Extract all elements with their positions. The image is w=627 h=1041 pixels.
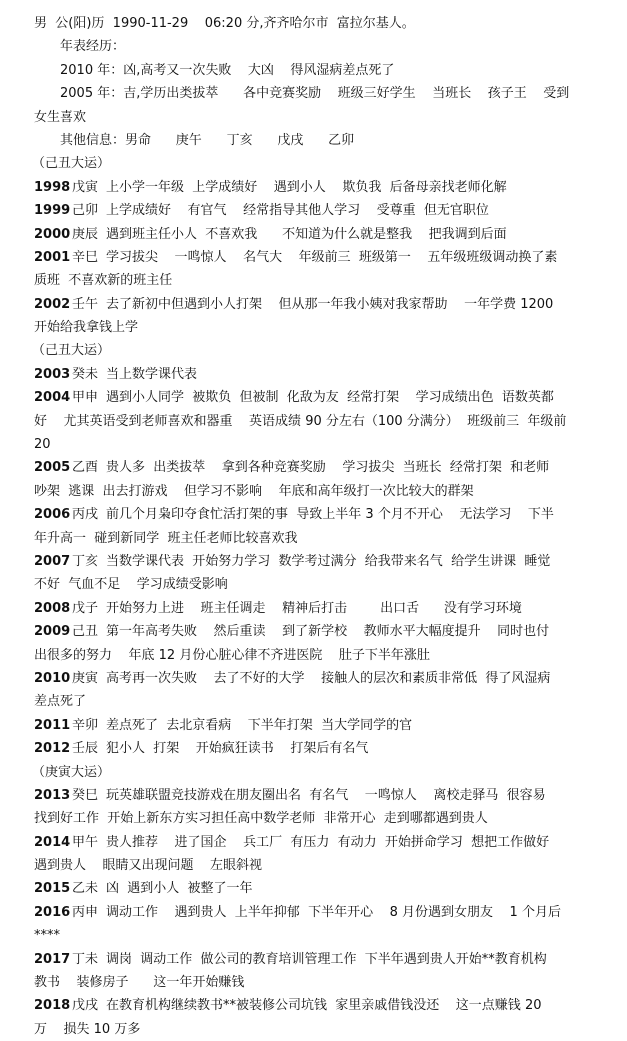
entry-2016-continued: **** bbox=[34, 928, 60, 944]
entry-ganzhi: 庚寅 bbox=[72, 670, 99, 686]
entry-2000 bbox=[34, 223, 619, 246]
entry-text: 贵人多 出类拔萃 拿到各种竞赛奖励 学习拔尖 当班长 经常打架 和老师 bbox=[106, 460, 550, 476]
entry-year: 2001 bbox=[34, 249, 71, 265]
entry-2013 bbox=[34, 784, 619, 807]
entry-text: 犯小人 打架 开始疯狂读书 打架后有名气 bbox=[106, 741, 369, 757]
entry-year: 2002 bbox=[34, 296, 71, 312]
entry-year: 2010 bbox=[34, 670, 71, 686]
entry-ganzhi: 癸未 bbox=[72, 366, 99, 382]
entry-2005-continued: 吵架 逃课 出去打游戏 但学习不影响 年底和高年级打一次比较大的群架 bbox=[34, 483, 474, 499]
entry-year: 2003 bbox=[34, 366, 71, 382]
entry-ganzhi: 庚辰 bbox=[72, 226, 99, 242]
entry-2001 bbox=[34, 246, 619, 269]
entry-year: 2013 bbox=[34, 787, 71, 803]
entry-ganzhi: 壬辰 bbox=[72, 741, 99, 757]
entry-text: 当数学课代表 开始努力学习 数学考过满分 给我带来名气 给学生讲课 睡觉 bbox=[106, 553, 551, 569]
entry-year: 2015 bbox=[34, 881, 71, 897]
entry-ganzhi: 壬午 bbox=[72, 296, 99, 312]
other-info: 其他信息：男命 庚午 丁亥 戊戌 乙卯 bbox=[60, 132, 355, 148]
entry-ganzhi: 丙申 bbox=[72, 904, 99, 920]
entry-2007 bbox=[34, 550, 619, 573]
entry-ganzhi: 戊戌 bbox=[72, 998, 99, 1014]
entry-1998 bbox=[34, 176, 619, 199]
entry-text: 当上数学课代表 bbox=[106, 366, 198, 382]
entry-year: 2004 bbox=[34, 390, 71, 406]
entry-2016 bbox=[34, 901, 619, 924]
entry-ganzhi: 甲申 bbox=[72, 390, 99, 406]
entry-2014-continued: 遇到贵人 眼睛又出现问题 左眼斜视 bbox=[34, 858, 263, 874]
entry-ganzhi: 戊子 bbox=[72, 600, 99, 616]
entry-text: 遇到小人同学 被欺负 但被制 化敌为友 经常打架 学习成绩出色 语数英都 bbox=[106, 390, 554, 406]
entry-ganzhi: 丁亥 bbox=[72, 553, 99, 569]
entry-text: 调岗 调动工作 做公司的教育培训管理工作 下半年遇到贵人开始**教育机构 bbox=[106, 951, 547, 967]
entry-2002-continued: 开始给我拿钱上学 bbox=[34, 320, 139, 336]
birth-info-line: 男 公(阳)历 1990-11-29 06:20 分,齐齐哈尔市 富拉尔基人。 bbox=[34, 16, 415, 31]
entry-2004-continued: 好 尤其英语受到老师喜欢和器重 英语成绩 90 分左右（100 分满分） 班级前三 年级前 bbox=[34, 413, 567, 429]
entry-text: 上学成绩好 有官气 经常指导其他人学习 受尊重 但无官职位 bbox=[106, 203, 489, 219]
entry-text: 凶 遇到小人 被整了一年 bbox=[106, 881, 253, 897]
entry-2008 bbox=[34, 597, 619, 620]
entry-2011 bbox=[34, 714, 619, 737]
entry-text: 贵人推荐 进了国企 兵工厂 有压力 有动力 开始拼命学习 想把工作做好 bbox=[106, 834, 550, 850]
entry-text: 在教育机构继续教书**被装修公司坑钱 家里亲戚借钱没还 这一点赚钱 20 bbox=[106, 998, 542, 1014]
entry-year: 2017 bbox=[34, 951, 71, 967]
entry-ganzhi: 乙未 bbox=[72, 881, 99, 897]
entry-ganzhi: 戊寅 bbox=[72, 179, 99, 195]
entry-ganzhi: 癸巳 bbox=[72, 787, 99, 803]
entry-year: 1998 bbox=[34, 179, 71, 195]
entry-2014 bbox=[34, 831, 619, 854]
entry-text: 上小学一年级 上学成绩好 遇到小人 欺负我 后备母亲找老师化解 bbox=[106, 179, 507, 195]
dayun-label-1: （己丑大运） bbox=[32, 156, 111, 172]
entry-2013-continued: 找到好工作 开始上新东方实习担任高中数学老师 非常开心 走到哪都遇到贵人 bbox=[34, 811, 488, 827]
entry-year: 2006 bbox=[34, 507, 71, 523]
entry-text: 开始努力上进 班主任调走 精神后打击 出口舌 没有学习环境 bbox=[106, 600, 522, 616]
entry-2018 bbox=[34, 994, 619, 1017]
highlight-2005: 2005 年：吉,学历出类拔萃 各中竞赛奖励 班级三好学生 当班长 孩子王 受到 bbox=[60, 86, 570, 102]
entry-2015 bbox=[34, 877, 619, 900]
entry-year: 2011 bbox=[34, 717, 71, 733]
entry-ganzhi: 己丑 bbox=[72, 624, 99, 640]
entry-1999 bbox=[34, 199, 619, 222]
highlight-2005-continued: 女生喜欢 bbox=[34, 109, 87, 125]
entry-2007-continued: 不好 气血不足 学习成绩受影响 bbox=[34, 577, 228, 593]
entry-text: 差点死了 去北京看病 下半年打架 当大学同学的官 bbox=[106, 717, 413, 733]
highlight-2010: 2010 年：凶,高考又一次失败 大凶 得风湿病差点死了 bbox=[60, 62, 395, 78]
entry-2009 bbox=[34, 620, 619, 643]
entry-2017-continued: 教书 装修房子 这一年开始赚钱 bbox=[34, 975, 245, 991]
entry-ganzhi: 己卯 bbox=[72, 203, 99, 219]
entry-2004 bbox=[34, 386, 619, 409]
entry-year: 2000 bbox=[34, 226, 71, 242]
dayun-label-3: （庚寅大运） bbox=[32, 764, 111, 780]
entry-ganzhi: 辛巳 bbox=[72, 249, 99, 265]
entry-text: 前几个月枭印夺食忙活打架的事 导致上半年 3 个月不开心 无法学习 下半 bbox=[106, 507, 554, 523]
entry-2009-continued: 出很多的努力 年底 12 月份心脏心律不齐进医院 肚子下半年涨肚 bbox=[34, 647, 430, 663]
entry-ganzhi: 乙酉 bbox=[72, 460, 99, 476]
entry-2010 bbox=[34, 667, 619, 690]
entry-text: 遇到班主任小人 不喜欢我 不知道为什么就是整我 把我调到后面 bbox=[106, 226, 507, 242]
entry-2001-continued: 质班 不喜欢新的班主任 bbox=[34, 273, 173, 289]
entry-text: 第一年高考失败 然后重读 到了新学校 教师水平大幅度提升 同时也付 bbox=[106, 624, 550, 640]
entry-2012 bbox=[34, 737, 619, 760]
entry-2003 bbox=[34, 363, 619, 386]
entry-year: 2005 bbox=[34, 460, 71, 476]
entry-ganzhi: 甲午 bbox=[72, 834, 99, 850]
entry-year: 2007 bbox=[34, 553, 71, 569]
entry-2002 bbox=[34, 293, 619, 316]
entry-text: 去了新初中但遇到小人打架 但从那一年我小姨对我家帮助 一年学费 1200 bbox=[106, 296, 554, 312]
entry-2010-continued: 差点死了 bbox=[34, 694, 87, 710]
entry-text: 调动工作 遇到贵人 上半年抑郁 下半年开心 8 月份遇到女朋友 1 个月后 bbox=[106, 904, 561, 920]
entry-year: 2018 bbox=[34, 998, 71, 1014]
entry-ganzhi: 辛卯 bbox=[72, 717, 99, 733]
entry-2004-continued-2: 20 bbox=[34, 437, 51, 453]
entry-year: 2012 bbox=[34, 741, 71, 757]
entry-2018-continued: 万 损失 10 万多 bbox=[34, 1021, 141, 1037]
entry-text: 学习拔尖 一鸣惊人 名气大 年级前三 班级第一 五年级班级调动换了素 bbox=[106, 249, 558, 265]
entry-ganzhi: 丁未 bbox=[72, 951, 99, 967]
entry-2006-continued: 年升高一 碰到新同学 班主任老师比较喜欢我 bbox=[34, 530, 298, 546]
timeline-title: 年表经历： bbox=[60, 39, 126, 55]
entry-ganzhi: 丙戌 bbox=[72, 507, 99, 523]
entry-2006 bbox=[34, 503, 619, 526]
entry-year: 2009 bbox=[34, 624, 71, 640]
entry-year: 2016 bbox=[34, 904, 71, 920]
entry-year: 2008 bbox=[34, 600, 71, 616]
entry-text: 玩英雄联盟竞技游戏在朋友圈出名 有名气 一鸣惊人 离校走驿马 很容易 bbox=[106, 787, 546, 803]
entry-2005 bbox=[34, 456, 619, 479]
entry-year: 2014 bbox=[34, 834, 71, 850]
entry-text: 高考再一次失败 去了不好的大学 接触人的层次和素质非常低 得了风湿病 bbox=[106, 670, 551, 686]
dayun-label-2: （己丑大运） bbox=[32, 343, 111, 359]
entry-2017 bbox=[34, 948, 619, 971]
entry-year: 1999 bbox=[34, 203, 71, 219]
